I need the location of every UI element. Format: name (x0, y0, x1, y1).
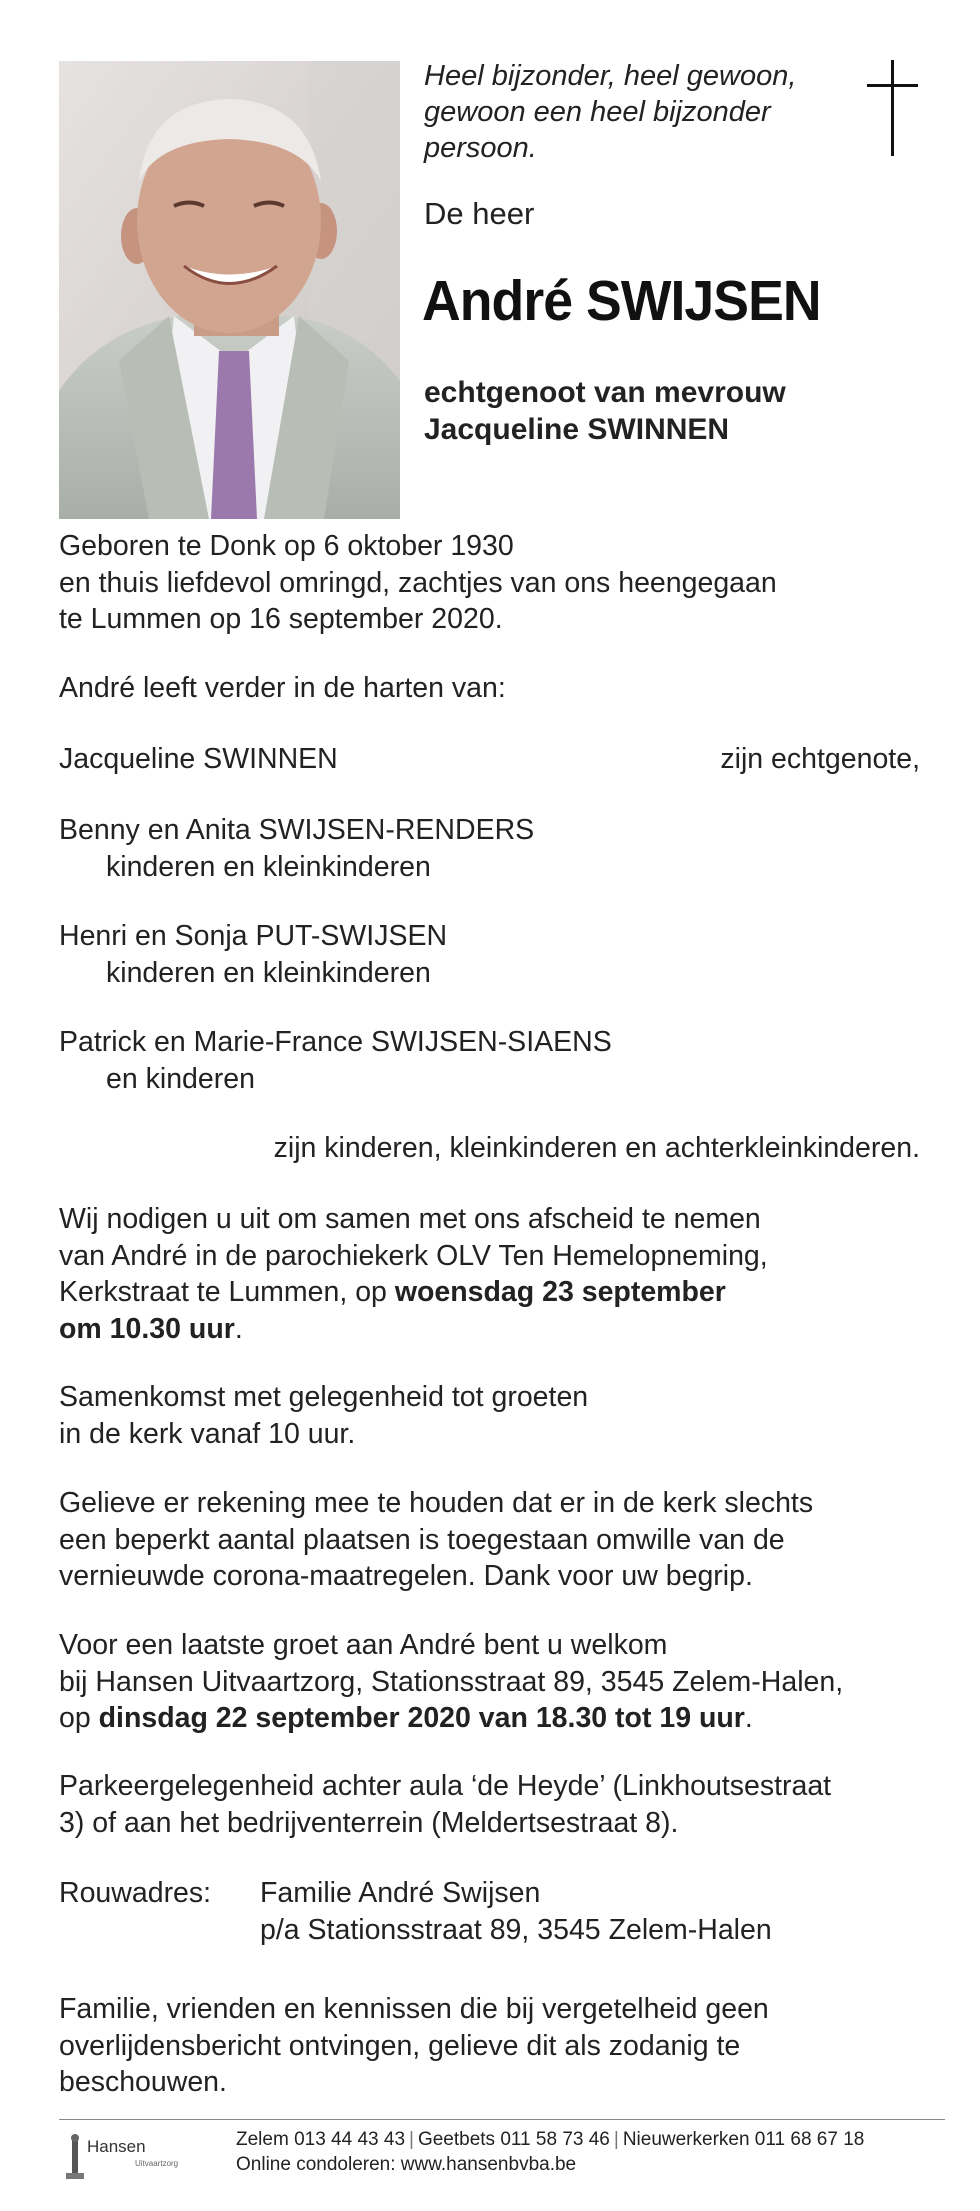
hansen-logo (59, 2131, 199, 2181)
text-line: Geboren te Donk op 6 oktober 1930 (59, 530, 514, 562)
text-line: Familie, vrienden en kennissen die bij vergetelheid geen (59, 1993, 769, 2025)
quote-line: persoon. (424, 132, 537, 164)
portrait-photo (59, 61, 400, 519)
spouse-info (424, 374, 944, 448)
parking-paragraph (59, 1768, 929, 1841)
footer-divider (59, 2119, 945, 2120)
quote-line: gewoon een heel bijzonder (424, 96, 771, 128)
logo-sub: Uitvaartzorg (135, 2159, 179, 2168)
spouse-line: echtgenoot van mevrouw (424, 376, 786, 409)
text-span: . (234, 1312, 243, 1345)
text-line: Parkeergelegenheid achter aula ‘de Heyde’ (Linkhoutsestraat (59, 1770, 832, 1802)
phone-nieuwerkerken: Nieuwerkerken 011 68 67 18 (622, 2129, 865, 2150)
address-line: p/a Stationsstraat 89, 3545 Zelem-Halen (260, 1913, 772, 1946)
text-line: Samenkomst met gelegenheid tot groeten (59, 1381, 589, 1413)
text-line: een beperkt aantal plaatsen is toegestaan omwille van de (59, 1523, 785, 1556)
address-block (260, 1875, 910, 1948)
text-line (59, 1274, 929, 1311)
family-child-1 (59, 812, 929, 885)
text-span: op (59, 1702, 99, 1734)
text-line: 3) of aan het bedrijventerrein (Meldertsestraat 8). (59, 1806, 679, 1839)
quote-line: Heel bijzonder, heel gewoon, (424, 60, 797, 92)
ceremony-paragraph (59, 1201, 929, 1347)
closing-paragraph (59, 1991, 929, 2101)
family-spouse-role: zijn echtgenote, (720, 743, 920, 775)
memorial-quote (424, 58, 854, 166)
family-name: Henri en Sonja PUT-SWIJSEN (59, 920, 448, 952)
deceased-name: André SWIJSEN (422, 269, 821, 333)
gathering-paragraph (59, 1379, 929, 1452)
phone-geetbets: Geetbets 011 58 73 46 (417, 2129, 610, 2150)
family-sub: kinderen en kleinkinderen (106, 850, 431, 883)
text-line: overlijdensbericht ontvingen, gelieve dit als zodanig te (59, 2029, 741, 2062)
ceremony-date: woensdag 23 september (394, 1276, 726, 1308)
text-line: bij Hansen Uitvaartzorg, Stationsstraat 89, 3545 Zelem-Halen, (59, 1665, 844, 1698)
logo-name: Hansen (87, 2137, 146, 2156)
footer-online: Online condoleren: www.hansenbvba.be (236, 2154, 577, 2175)
corona-paragraph (59, 1485, 929, 1595)
family-summary: zijn kinderen, kleinkinderen en achterkleinkinderen. (273, 1132, 920, 1164)
text-line: en thuis liefdevol omringd, zachtjes van ons heengegaan (59, 566, 777, 599)
cross-icon (863, 60, 923, 160)
text-span: Kerkstraat te Lummen, op (59, 1276, 395, 1308)
family-child-3 (59, 1024, 929, 1097)
family-child-2 (59, 918, 929, 991)
text-line: te Lummen op 16 september 2020. (59, 603, 503, 635)
text-line: van André in de parochiekerk OLV Ten Hemelopneming, (59, 1239, 768, 1272)
family-sub: en kinderen (106, 1062, 255, 1095)
text-line: in de kerk vanaf 10 uur. (59, 1417, 356, 1450)
footer-phones (236, 2127, 864, 2152)
text-span: . (744, 1702, 753, 1734)
spouse-line: Jacqueline SWINNEN (424, 413, 730, 446)
footer-contact (236, 2127, 864, 2177)
address-line: Familie André Swijsen (260, 1877, 541, 1909)
text-line (59, 1700, 929, 1737)
ceremony-time: om 10.30 uur (59, 1312, 235, 1345)
phone-zelem: Zelem 013 44 43 43 (236, 2129, 406, 2150)
family-sub: kinderen en kleinkinderen (106, 956, 431, 989)
intro-line: André leeft verder in de harten van: (59, 672, 506, 704)
text-line: Wij nodigen u uit om samen met ons afscheid te nemen (59, 1203, 761, 1235)
farewell-datetime: dinsdag 22 september 2020 van 18.30 tot 19 uur (98, 1702, 745, 1734)
family-name: Patrick en Marie-France SWIJSEN-SIAENS (59, 1026, 612, 1058)
family-name: Benny en Anita SWIJSEN-RENDERS (59, 814, 535, 846)
logo-figure-icon (63, 2133, 87, 2181)
birth-death-paragraph (59, 528, 929, 638)
salutation: De heer (424, 196, 535, 231)
separator: | (613, 2129, 619, 2150)
text-line (59, 1311, 929, 1348)
text-line: Voor een laatste groet aan André bent u welkom (59, 1629, 668, 1661)
separator: | (409, 2129, 414, 2150)
family-spouse-name: Jacqueline SWINNEN (59, 743, 338, 775)
text-line: beschouwen. (59, 2066, 227, 2098)
farewell-paragraph (59, 1627, 929, 1737)
text-line: Gelieve er rekening mee te houden dat er in de kerk slechts (59, 1487, 814, 1519)
address-label: Rouwadres: (59, 1877, 212, 1909)
text-line: vernieuwde corona-maatregelen. Dank voor uw begrip. (59, 1560, 753, 1592)
